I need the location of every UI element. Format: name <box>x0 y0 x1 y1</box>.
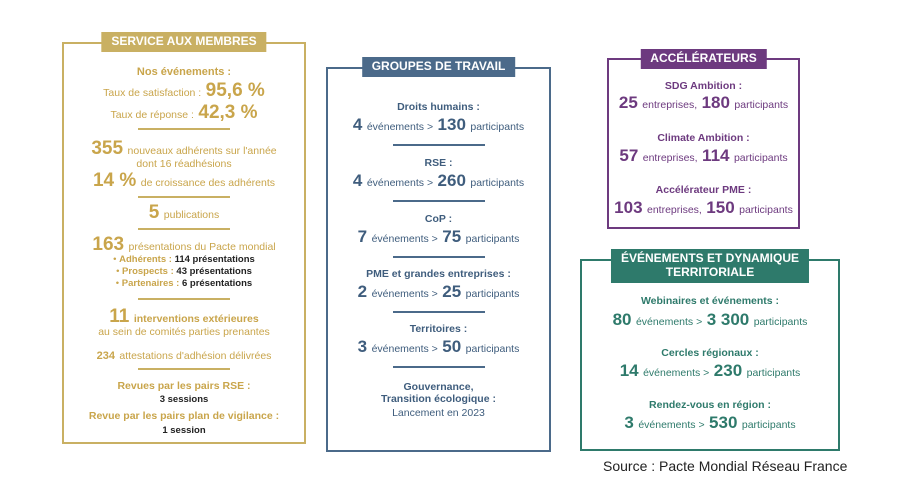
accelerator-stats: 57 entreprises, 114 participants <box>619 146 788 165</box>
interventions-sub: au sein de comités parties prenantes <box>98 326 270 338</box>
evenements-title-line-1: ÉVÉNEMENTS ET DYNAMIQUE <box>620 251 800 265</box>
attestations-text: attestations d'adhésion délivrées <box>119 350 272 362</box>
peer-vig-value: 1 session <box>162 425 206 436</box>
peer-vig-heading: Revue par les pairs plan de vigilance : <box>88 410 280 422</box>
presentations-value: 163 <box>92 234 125 255</box>
event-stats: 3 événements > 530 participants <box>624 413 796 432</box>
peer-rse-value: 3 sessions <box>159 394 209 405</box>
growth-row <box>64 170 304 192</box>
response-row <box>64 102 304 124</box>
events-heading: Nos événements : <box>136 66 232 78</box>
list-item: • Prospects : 43 présentations <box>116 266 252 277</box>
members-text: nouveaux adhérents sur l'année <box>127 145 277 157</box>
event-heading: Webinaires et événements : <box>640 295 780 307</box>
event-heading: Rendez-vous en région : <box>649 399 771 411</box>
accelerateurs-title: ACCÉLÉRATEURS <box>640 49 766 69</box>
presentations-row <box>64 234 304 256</box>
members-row <box>64 138 304 160</box>
group-stats: 7 événements > 75 participants <box>357 227 520 246</box>
gov-text: Lancement en 2023 <box>392 407 485 419</box>
interventions-value: 11 <box>109 306 130 327</box>
event-stats: 14 événements > 230 participants <box>619 361 801 380</box>
satisfaction-row <box>64 80 304 102</box>
gov-heading-2: Transition écologique : <box>381 393 496 405</box>
accelerator-heading: SDG Ambition : <box>664 80 743 92</box>
divider <box>138 196 230 198</box>
peer-rse-heading: Revues par les pairs RSE : <box>117 380 251 392</box>
group-stats: 3 événements > 50 participants <box>357 337 520 356</box>
publications-text: publications <box>163 209 220 221</box>
group-heading: RSE : <box>424 157 453 169</box>
evenements-panel <box>580 251 840 451</box>
accelerator-heading: Accélérateur PME : <box>655 184 752 196</box>
accelerator-heading: Climate Ambition : <box>657 132 750 144</box>
attestations-value: 234 <box>96 350 115 362</box>
service-panel <box>62 34 306 444</box>
presentations-text: présentations du Pacte mondial <box>128 241 276 253</box>
accelerator-stats: 103 entreprises, 150 participants <box>614 198 793 217</box>
list-item: • Adhérents : 114 présentations <box>113 254 255 265</box>
divider <box>393 256 485 258</box>
growth-text: de croissance des adhérents <box>140 177 275 189</box>
source-caption: Source : Pacte Mondial Réseau France <box>603 458 848 474</box>
group-stats: 4 événements > 260 participants <box>352 171 525 190</box>
groupes-title: GROUPES DE TRAVAIL <box>362 57 516 77</box>
divider <box>138 298 230 300</box>
divider <box>393 144 485 146</box>
accelerateurs-panel <box>607 51 800 229</box>
divider <box>393 366 485 368</box>
gov-heading-1: Gouvernance, <box>403 381 474 393</box>
group-heading: Droits humains : <box>397 101 480 113</box>
groupes-panel <box>326 59 551 452</box>
interventions-text: interventions extérieures <box>133 313 259 325</box>
accelerator-stats: 25 entreprises, 180 participants <box>618 93 789 112</box>
publications-row <box>64 202 304 224</box>
group-heading: PME et grandes entreprises : <box>366 268 511 280</box>
response-label: Taux de réponse : <box>110 109 194 121</box>
response-value: 42,3 % <box>198 102 258 123</box>
growth-value: 14 % <box>92 170 137 191</box>
members-value: 355 <box>91 138 124 159</box>
divider <box>393 311 485 313</box>
evenements-title <box>611 249 809 283</box>
publications-value: 5 <box>148 202 160 223</box>
satisfaction-value: 95,6 % <box>205 80 265 101</box>
divider <box>138 128 230 130</box>
group-stats: 2 événements > 25 participants <box>357 282 520 301</box>
divider <box>138 368 230 370</box>
attestations-row <box>64 346 304 364</box>
event-heading: Cercles régionaux : <box>661 347 759 359</box>
members-sub: dont 16 réadhésions <box>136 158 232 170</box>
list-item: • Partenaires : 6 présentations <box>115 278 253 289</box>
presentations-list <box>64 254 304 290</box>
satisfaction-label: Taux de satisfaction : <box>103 87 202 99</box>
divider <box>138 228 230 230</box>
divider <box>393 200 485 202</box>
group-heading: Territoires : <box>409 323 468 335</box>
group-stats: 4 événements > 130 participants <box>352 115 525 134</box>
evenements-title-line-2: TERRITORIALE <box>665 264 755 279</box>
event-stats: 80 événements > 3 300 participants <box>612 310 808 329</box>
service-title: SERVICE AUX MEMBRES <box>101 32 266 52</box>
group-heading: CoP : <box>424 213 453 225</box>
interventions-row <box>64 306 304 328</box>
